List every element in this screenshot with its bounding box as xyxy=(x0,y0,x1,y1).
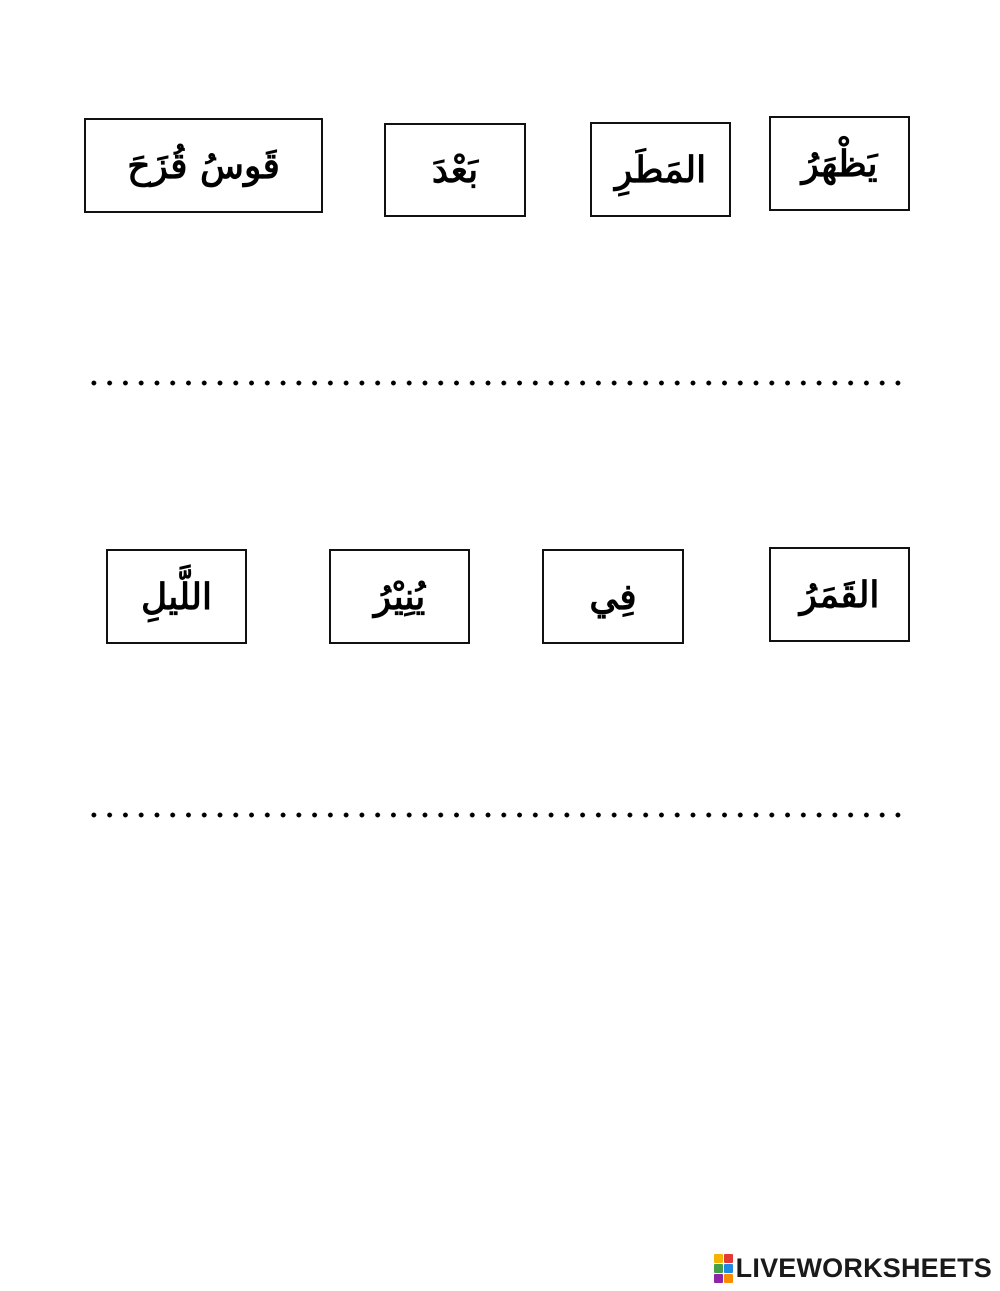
answer-line-1[interactable] xyxy=(86,380,906,386)
logo-mark-square xyxy=(724,1274,733,1283)
word-card-yunir[interactable] xyxy=(329,549,470,644)
liveworksheets-logo xyxy=(714,1253,992,1283)
logo-mark-square xyxy=(714,1264,723,1273)
word-card-text: المَطَرِ xyxy=(614,148,707,191)
word-card-text: بَعْدَ xyxy=(431,149,479,191)
liveworksheets-mark-icon xyxy=(714,1254,733,1283)
word-card-text: يُنِيْرُ xyxy=(373,575,426,618)
word-card-bad[interactable] xyxy=(384,123,526,217)
answer-line-2[interactable] xyxy=(86,812,906,818)
word-card-qaws-quzah[interactable] xyxy=(84,118,323,213)
logo-mark-square xyxy=(714,1254,723,1263)
word-card-text: فِي xyxy=(589,575,637,618)
logo-mark-square xyxy=(714,1274,723,1283)
word-card-al-qamar[interactable] xyxy=(769,547,910,642)
word-card-text: اللَّيلِ xyxy=(141,575,213,618)
logo-mark-square xyxy=(724,1264,733,1273)
word-card-fi[interactable] xyxy=(542,549,684,644)
word-card-text: يَظْهَرُ xyxy=(801,142,878,185)
logo-mark-square xyxy=(724,1254,733,1263)
word-card-text: قَوسُ قُزَحَ xyxy=(127,144,280,187)
word-card-yazhar[interactable] xyxy=(769,116,910,211)
logo-text: LIVEWORKSHEETS xyxy=(735,1252,992,1283)
word-card-al-layl[interactable] xyxy=(106,549,247,644)
word-card-text: القَمَرُ xyxy=(799,573,880,616)
word-card-al-matar[interactable] xyxy=(590,122,731,217)
